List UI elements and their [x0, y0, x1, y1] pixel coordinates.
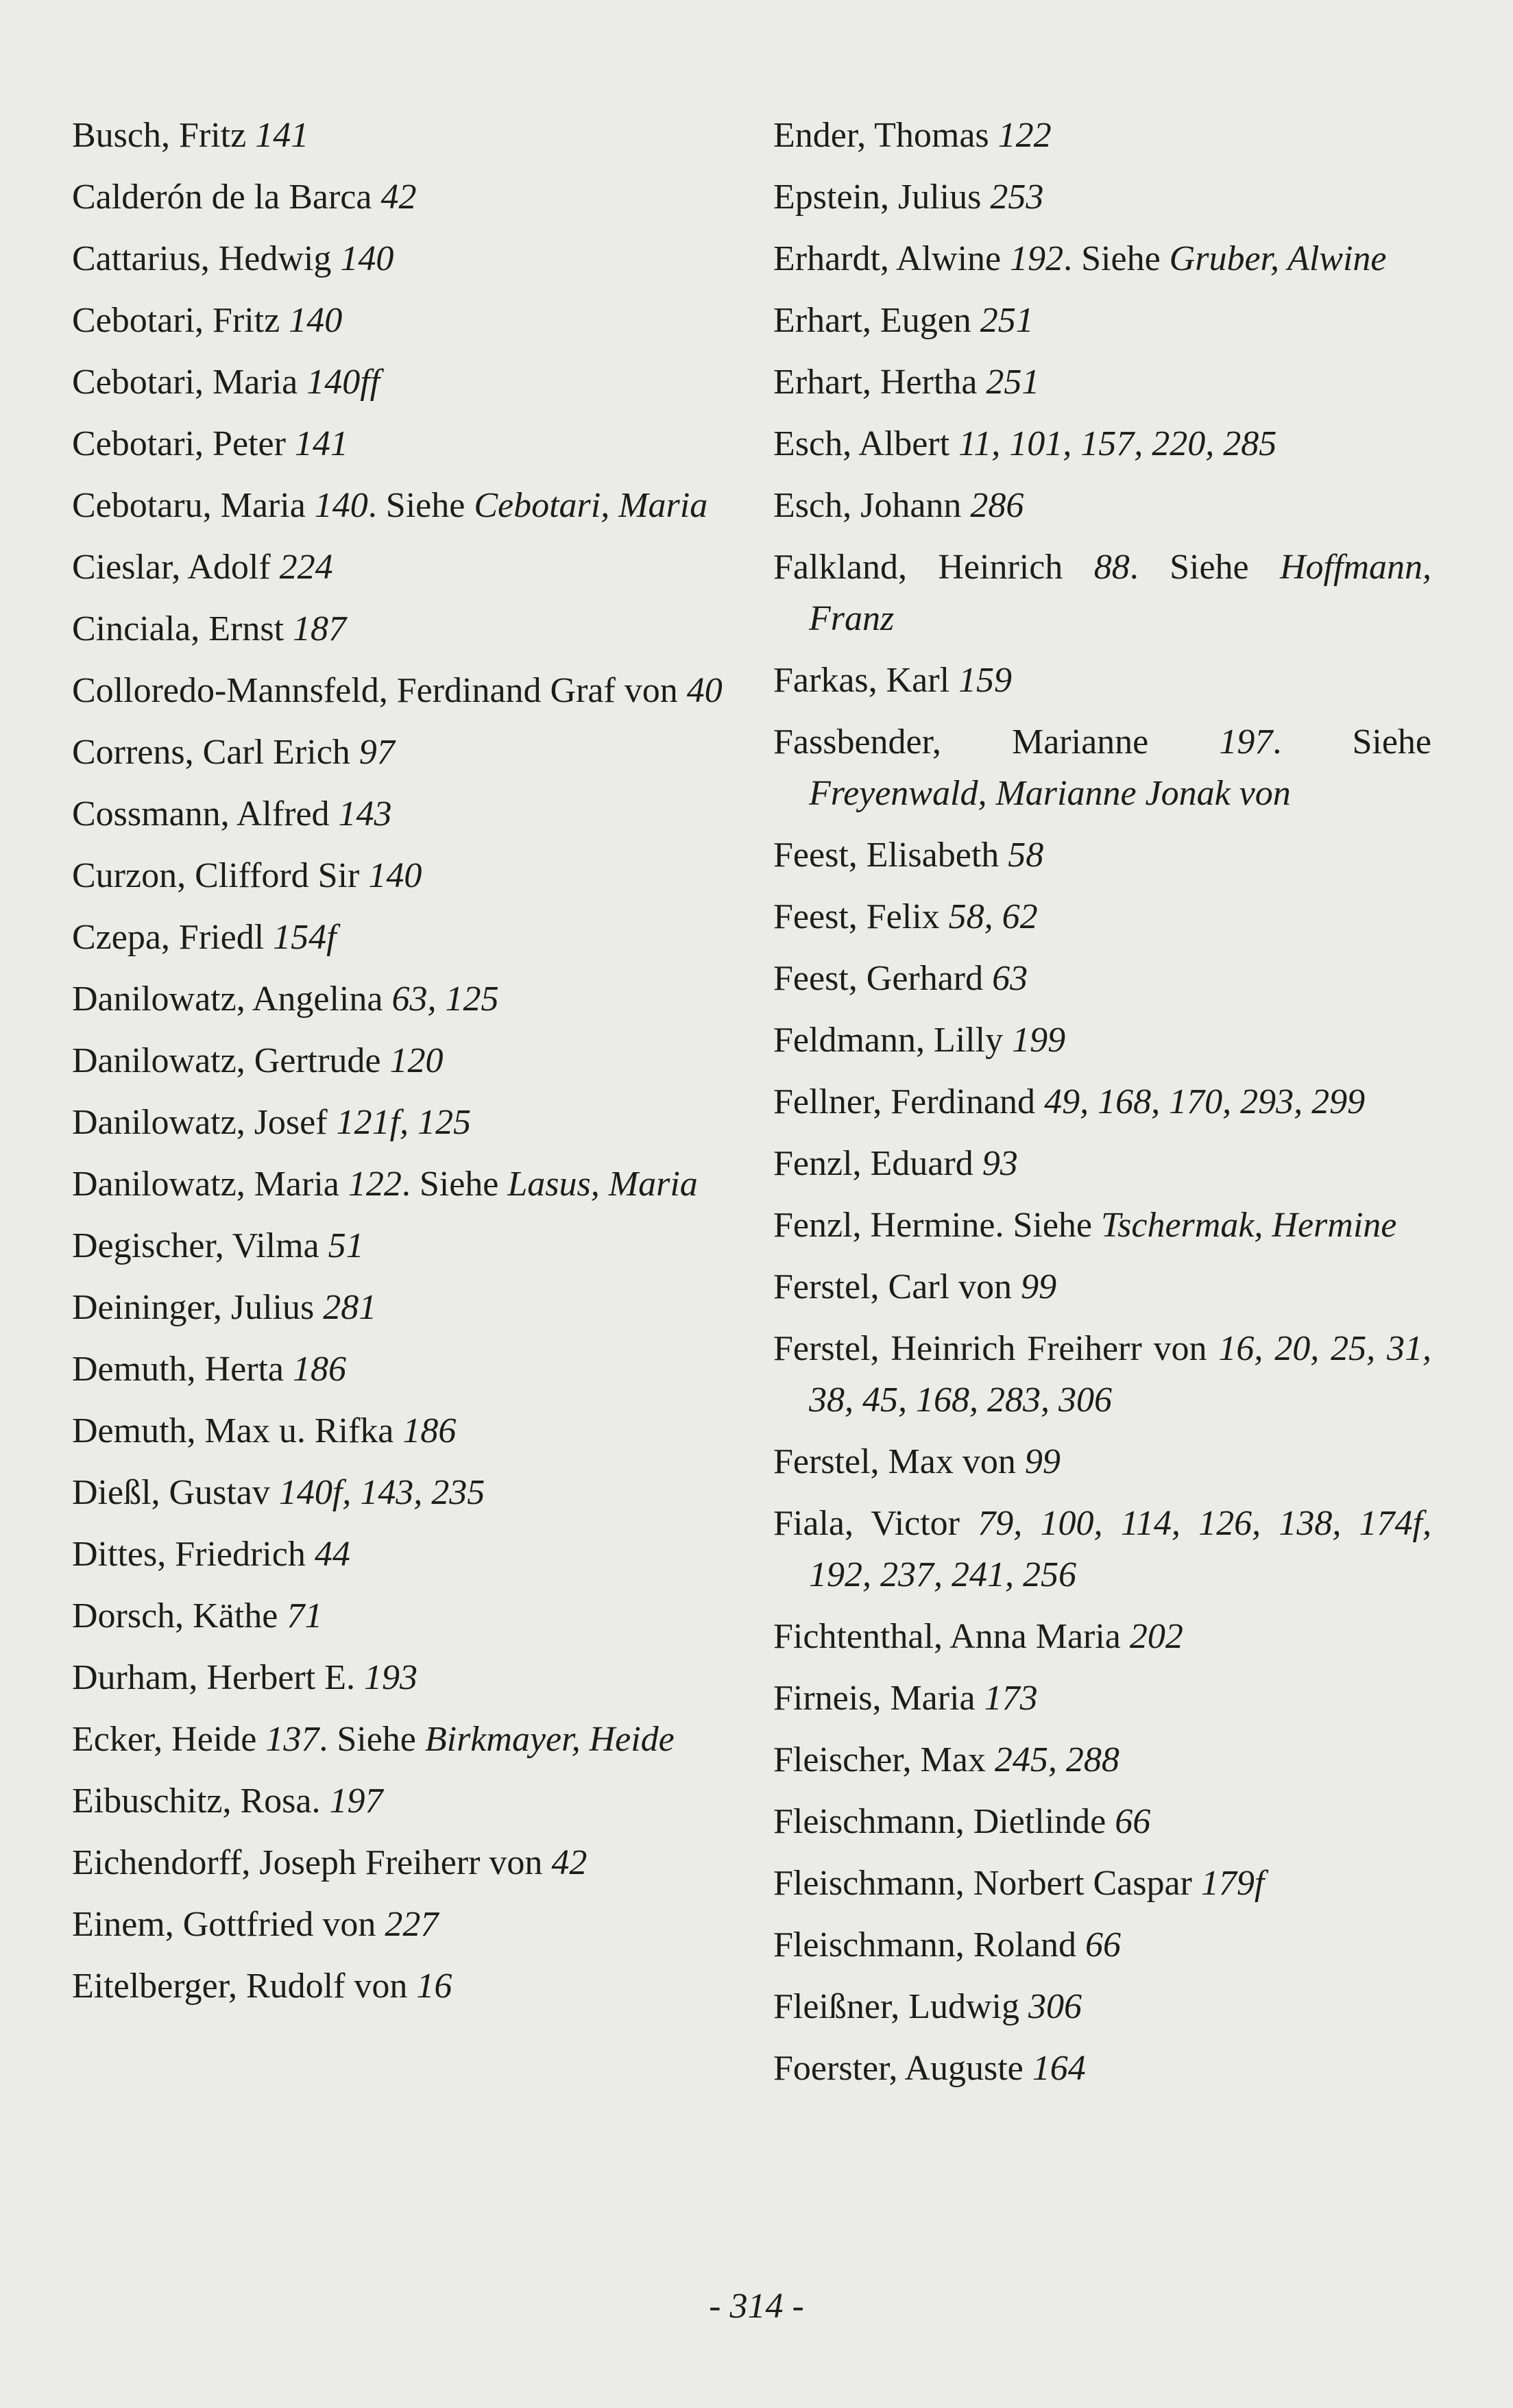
index-entry — [72, 1405, 727, 1457]
index-entry — [773, 480, 1431, 531]
see-reference-target: Cebotari, Maria — [474, 486, 708, 525]
index-entry: Erhardt, Alwine 192. Siehe Gruber, Alwine — [773, 239, 1387, 278]
entry-pages: 49, 168, 170, 293, 299 — [1044, 1082, 1366, 1121]
entry-name: Erhardt, Alwine — [773, 239, 1002, 278]
entry-pages: 137 — [265, 1720, 319, 1759]
entry-name: Feest, Gerhard — [773, 959, 984, 998]
entry-pages: 121f, 125 — [336, 1103, 472, 1142]
entry-pages: 224 — [279, 548, 333, 587]
see-reference-target: Lasus, Maria — [507, 1165, 698, 1204]
index-entry: Ecker, Heide 137. Siehe Birkmayer, Heide — [72, 1720, 675, 1759]
entry-name: Einem, Gottfried von — [72, 1905, 376, 1944]
entry-name: Erhart, Eugen — [773, 301, 971, 340]
entry-pages: 306 — [1028, 1987, 1082, 2026]
entry-pages: 97 — [359, 733, 395, 772]
entry-name: Fleischmann, Norbert Caspar — [773, 1864, 1192, 1903]
entry-pages: 122 — [997, 116, 1052, 155]
entry-name: Danilowatz, Josef — [72, 1103, 328, 1142]
index-entry — [72, 727, 727, 778]
entry-pages: 120 — [389, 1041, 444, 1080]
entry-name: Dittes, Friedrich — [72, 1535, 306, 1574]
entry-name: Fassbender, Marianne — [773, 722, 1149, 762]
index-entry — [72, 1529, 727, 1580]
entry-name: Erhart, Hertha — [773, 363, 978, 402]
index-entry — [72, 1220, 727, 1272]
entry-name: Ferstel, Carl von — [773, 1267, 1013, 1306]
entry-name: Foerster, Auguste — [773, 2049, 1024, 2088]
index-entry — [72, 1097, 727, 1148]
entry-pages: 227 — [385, 1905, 439, 1944]
index-entry — [773, 1138, 1431, 1189]
entry-pages: 71 — [287, 1596, 323, 1635]
entry-pages: 143 — [338, 794, 392, 834]
see-reference-label: Siehe — [419, 1165, 499, 1204]
index-entry: Danilowatz, Maria 122. Siehe Lasus, Maria — [72, 1165, 698, 1204]
entry-name: Cebotaru, Maria — [72, 486, 306, 525]
index-entry — [773, 418, 1431, 470]
index-entry — [773, 1498, 1431, 1601]
entry-pages: 141 — [294, 424, 348, 463]
entry-name: Fleischmann, Roland — [773, 1925, 1076, 1965]
entry-pages: 44 — [314, 1535, 350, 1574]
index-entry — [773, 171, 1431, 223]
index-entry — [72, 665, 727, 716]
entry-name: Cieslar, Adolf — [72, 548, 271, 587]
index-entry — [72, 418, 727, 470]
entry-name: Demuth, Herta — [72, 1350, 285, 1389]
entry-pages: 197 — [1219, 722, 1273, 762]
see-reference-label: Siehe — [385, 486, 465, 525]
page-number: - 314 - — [709, 2287, 804, 2326]
index-entry — [72, 1837, 727, 1888]
entry-name: Feest, Elisabeth — [773, 836, 1000, 875]
see-reference-target: Gruber, Alwine — [1169, 239, 1387, 278]
entry-name: Busch, Fritz — [72, 116, 247, 155]
entry-pages: 79, 100, 114, 126, 138, 174f, 192, 237, 241, 256 — [809, 1504, 1431, 1594]
index-entry — [72, 1467, 727, 1518]
entry-name: Czepa, Friedl — [72, 918, 265, 957]
entry-name: Curzon, Clifford Sir — [72, 856, 360, 895]
index-entry — [72, 1590, 727, 1642]
entry-name: Danilowatz, Gertrude — [72, 1041, 381, 1080]
see-reference-target: Tschermak, Hermine — [1100, 1206, 1397, 1245]
index-entry — [72, 603, 727, 655]
entry-pages: 193 — [363, 1658, 417, 1697]
entry-name: Ender, Thomas — [773, 116, 989, 155]
entry-name: Fleißner, Ludwig — [773, 1987, 1019, 2026]
entry-pages: 51 — [328, 1226, 364, 1265]
entry-pages: 99 — [1021, 1267, 1057, 1306]
entry-pages: 40 — [686, 671, 723, 710]
entry-pages: 179f — [1200, 1864, 1265, 1903]
index-entry — [773, 1200, 1431, 1251]
entry-pages: 66 — [1115, 1802, 1151, 1841]
index-entry — [72, 171, 727, 223]
index-entry — [773, 295, 1431, 346]
see-reference-label: Siehe — [1170, 548, 1249, 587]
entry-pages: 140 — [368, 856, 422, 895]
entry-pages: 202 — [1129, 1617, 1183, 1656]
see-reference-label: Siehe — [1081, 239, 1161, 278]
entry-name: Calderón de la Barca — [72, 178, 372, 217]
entry-name: Firneis, Maria — [773, 1679, 976, 1718]
index-entry — [773, 110, 1431, 161]
index-entry: Falkland, Heinrich 88. Siehe Hoffmann, Franz — [773, 548, 1431, 638]
index-entry — [72, 1960, 727, 2012]
entry-pages: 199 — [1012, 1021, 1066, 1060]
entry-name: Eichendorff, Joseph Freiherr von — [72, 1843, 543, 1882]
entry-name: Demuth, Max u. Rifka — [72, 1411, 394, 1450]
entry-name: Farkas, Karl — [773, 661, 950, 700]
entry-name: Fleischmann, Dietlinde — [773, 1802, 1106, 1841]
index-entry — [72, 542, 727, 593]
entry-pages: 140 — [314, 486, 368, 525]
entry-name: Deininger, Julius — [72, 1288, 315, 1327]
entry-pages: 251 — [980, 301, 1034, 340]
entry-pages: 122 — [348, 1165, 402, 1204]
index-entry — [773, 953, 1431, 1004]
index-entry — [773, 829, 1431, 881]
index-entry — [72, 295, 727, 346]
entry-name: Ferstel, Heinrich Freiherr von — [773, 1329, 1207, 1368]
entry-name: Fleischer, Max — [773, 1740, 986, 1779]
index-entry — [72, 912, 727, 963]
entry-name: Fenzl, Eduard — [773, 1144, 973, 1183]
index-entry — [773, 2043, 1431, 2094]
index-entry — [773, 1796, 1431, 1847]
index-entry — [72, 1035, 727, 1086]
entry-pages: 99 — [1024, 1442, 1061, 1481]
entry-pages: 140 — [340, 239, 394, 278]
index-entry — [72, 788, 727, 840]
entry-name: Dorsch, Käthe — [72, 1596, 278, 1635]
entry-name: Esch, Johann — [773, 486, 962, 525]
entry-pages: 186 — [402, 1411, 457, 1450]
entry-pages: 88 — [1093, 548, 1130, 587]
entry-name: Feest, Felix — [773, 897, 940, 936]
entry-pages: 192 — [1010, 239, 1064, 278]
entry-pages: 66 — [1085, 1925, 1121, 1965]
entry-name: Colloredo-Mannsfeld, Ferdinand Graf von — [72, 671, 678, 710]
entry-pages: 159 — [958, 661, 1013, 700]
entry-pages: 63, 125 — [391, 980, 499, 1019]
index-entry — [773, 1673, 1431, 1724]
index-entry: Fassbender, Marianne 197. Siehe Freyenwald, Marianne Jonak von — [773, 722, 1432, 813]
entry-name: Cattarius, Hedwig — [72, 239, 332, 278]
entry-name: Ferstel, Max von — [773, 1442, 1016, 1481]
index-entry — [773, 1919, 1431, 1971]
entry-name: Durham, Herbert E. — [72, 1658, 355, 1697]
entry-name: Cossmann, Alfred — [72, 794, 330, 834]
entry-pages: 42 — [380, 178, 417, 217]
entry-name: Falkland, Heinrich — [773, 548, 1063, 587]
entry-pages: 286 — [970, 486, 1024, 525]
entry-pages: 197 — [329, 1781, 383, 1821]
entry-name: Cebotari, Maria — [72, 363, 298, 402]
entry-name: Fichtenthal, Anna Maria — [773, 1617, 1121, 1656]
entry-name: Fiala, Victor — [773, 1504, 960, 1543]
entry-pages: 281 — [323, 1288, 377, 1327]
index-entry: Cebotaru, Maria 140. Siehe Cebotari, Maria — [72, 486, 708, 525]
index-entry — [72, 1343, 727, 1395]
entry-pages: 63 — [992, 959, 1028, 998]
entry-pages: 42 — [551, 1843, 588, 1882]
index-entry — [773, 1014, 1431, 1066]
see-reference-label: Siehe — [1352, 722, 1432, 762]
index-entry — [72, 1775, 727, 1827]
index-entry — [72, 233, 727, 284]
entry-pages: 140 — [289, 301, 343, 340]
entry-pages: 140ff — [306, 363, 380, 402]
see-reference-target: Hoffmann, Franz — [809, 548, 1431, 638]
entry-name: Ecker, Heide — [72, 1720, 257, 1759]
index-entry — [72, 1899, 727, 1950]
index-entry — [773, 1323, 1431, 1426]
entry-pages: 141 — [255, 116, 309, 155]
index-column-right — [773, 110, 1431, 2104]
entry-name: Dießl, Gustav — [72, 1473, 270, 1512]
see-reference-label: Siehe — [1013, 1206, 1092, 1245]
entry-pages: 186 — [293, 1350, 347, 1389]
index-entry — [72, 850, 727, 901]
index-entry — [773, 891, 1431, 942]
entry-pages: 93 — [982, 1144, 1018, 1183]
entry-pages: 173 — [984, 1679, 1038, 1718]
index-entry — [773, 356, 1431, 408]
index-entry — [773, 1261, 1431, 1313]
index-entry — [773, 1436, 1431, 1487]
entry-name: Fenzl, Hermine. — [773, 1206, 1004, 1245]
see-reference-target: Birkmayer, Heide — [424, 1720, 675, 1759]
index-column-left — [72, 110, 727, 2022]
index-entry — [72, 1282, 727, 1333]
index-entry — [72, 110, 727, 161]
index-entry — [773, 1981, 1431, 2032]
entry-pages: 11, 101, 157, 220, 285 — [958, 424, 1277, 463]
entry-pages: 140f, 143, 235 — [278, 1473, 485, 1512]
see-reference-label: Siehe — [337, 1720, 416, 1759]
entry-pages: 164 — [1032, 2049, 1086, 2088]
entry-pages: 253 — [990, 178, 1044, 217]
entry-name: Danilowatz, Angelina — [72, 980, 383, 1019]
entry-pages: 245, 288 — [994, 1740, 1119, 1779]
entry-pages: 251 — [986, 363, 1040, 402]
entry-name: Cinciala, Ernst — [72, 609, 285, 648]
entry-name: Eitelberger, Rudolf von — [72, 1967, 408, 2006]
entry-pages: 58 — [1008, 836, 1044, 875]
entry-name: Fellner, Ferdinand — [773, 1082, 1036, 1121]
entry-pages: 154f — [273, 918, 337, 957]
entry-name: Epstein, Julius — [773, 178, 982, 217]
index-entry — [773, 1858, 1431, 1909]
entry-name: Danilowatz, Maria — [72, 1165, 339, 1204]
index-entry — [773, 1611, 1431, 1662]
entry-name: Esch, Albert — [773, 424, 950, 463]
entry-pages: 187 — [293, 609, 347, 648]
entry-pages: 58, 62 — [948, 897, 1038, 936]
index-entry — [72, 973, 727, 1025]
entry-pages: 16 — [416, 1967, 452, 2006]
index-entry — [773, 1734, 1431, 1786]
index-entry — [773, 1076, 1431, 1128]
index-entry — [72, 1652, 727, 1703]
entry-name: Cebotari, Fritz — [72, 301, 280, 340]
index-entry — [773, 655, 1431, 706]
see-reference-target: Freyenwald, Marianne Jonak von — [809, 774, 1291, 813]
index-entry — [72, 356, 727, 408]
entry-name: Degischer, Vilma — [72, 1226, 319, 1265]
entry-name: Eibuschitz, Rosa. — [72, 1781, 321, 1821]
entry-name: Cebotari, Peter — [72, 424, 286, 463]
entry-pages: 16, 20, 25, 31, 38, 45, 168, 283, 306 — [809, 1329, 1432, 1420]
entry-name: Correns, Carl Erich — [72, 733, 350, 772]
entry-name: Feldmann, Lilly — [773, 1021, 1004, 1060]
